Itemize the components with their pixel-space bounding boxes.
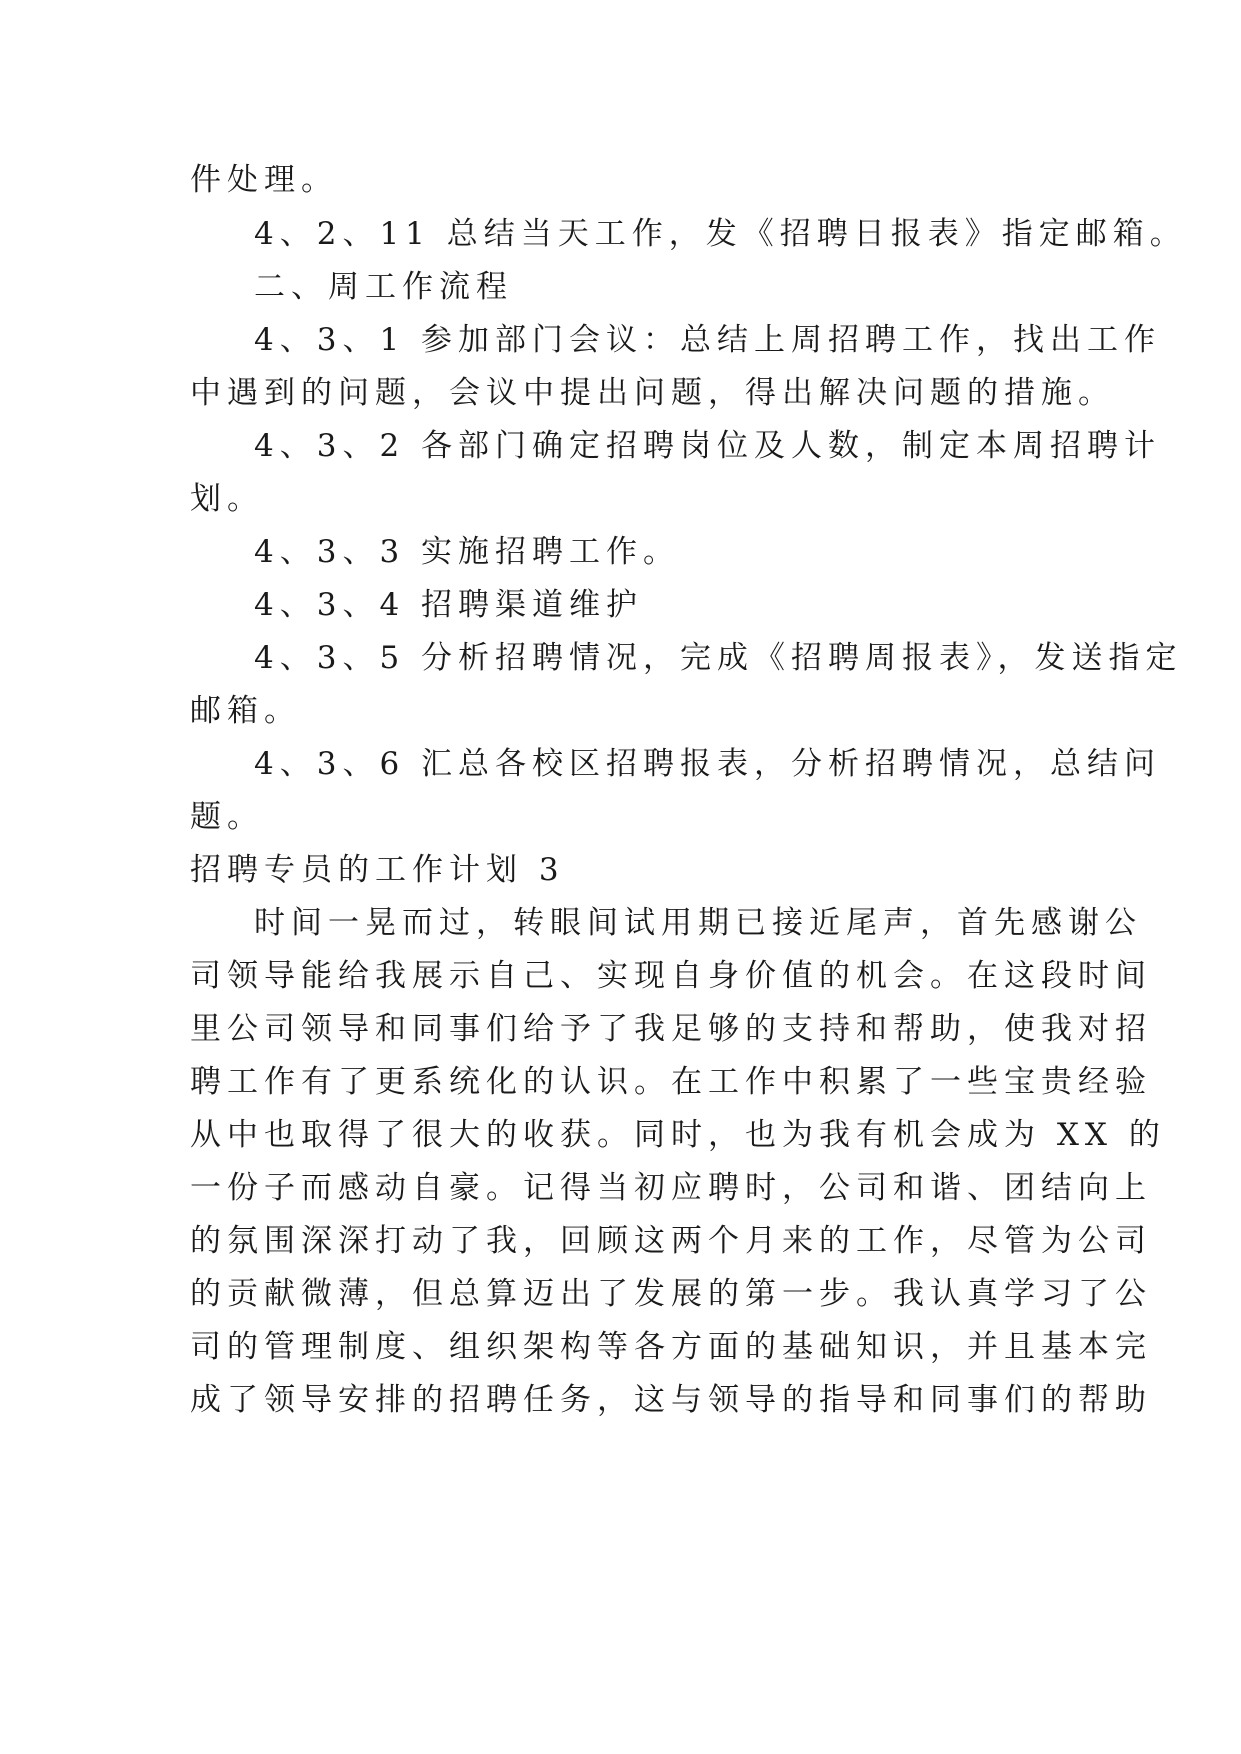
text-line: 里公司领导和同事们给予了我足够的支持和帮助，使我对招 [190,1011,1152,1047]
text-line: 4、3、6 汇总各校区招聘报表，分析招聘情况，总结问 [254,746,1162,782]
text-line: 中遇到的问题，会议中提出问题，得出解决问题的措施。 [190,375,1115,411]
text-line: 的氛围深深打动了我，回顾这两个月来的工作，尽管为公司 [190,1223,1152,1259]
text-line: 邮箱。 [190,693,301,729]
text-line: 题。 [190,799,264,835]
text-line: 4、3、2 各部门确定招聘岗位及人数，制定本周招聘计 [254,428,1162,464]
text-line: 划。 [190,481,264,517]
text-line: 从中也取得了很大的收获。同时，也为我有机会成为 XX 的 [190,1117,1166,1153]
text-line: 4、3、5 分析招聘情况，完成《招聘周报表》，发送指定 [254,640,1183,676]
text-line: 成了领导安排的招聘任务，这与领导的指导和同事们的帮助 [190,1382,1152,1418]
text-line: 司的管理制度、组织架构等各方面的基础知识，并且基本完 [190,1329,1152,1365]
section-title: 招聘专员的工作计划 3 [190,852,565,888]
text-line: 4、2、11 总结当天工作，发《招聘日报表》指定邮箱。 [254,216,1187,252]
text-line: 件处理。 [190,162,338,198]
text-line: 4、3、1 参加部门会议：总结上周招聘工作，找出工作 [254,322,1162,358]
text-line: 时间一晃而过，转眼间试用期已接近尾声，首先感谢公 [254,905,1142,941]
text-line: 聘工作有了更系统化的认识。在工作中积累了一些宝贵经验 [190,1064,1152,1100]
text-line: 4、3、4 招聘渠道维护 [254,587,644,623]
text-line: 司领导能给我展示自己、实现自身价值的机会。在这段时间 [190,958,1152,994]
text-line: 4、3、3 实施招聘工作。 [254,534,681,570]
text-line: 一份子而感动自豪。记得当初应聘时，公司和谐、团结向上 [190,1170,1152,1206]
section-heading: 二、周工作流程 [254,269,513,305]
text-line: 的贡献微薄，但总算迈出了发展的第一步。我认真学习了公 [190,1276,1152,1312]
